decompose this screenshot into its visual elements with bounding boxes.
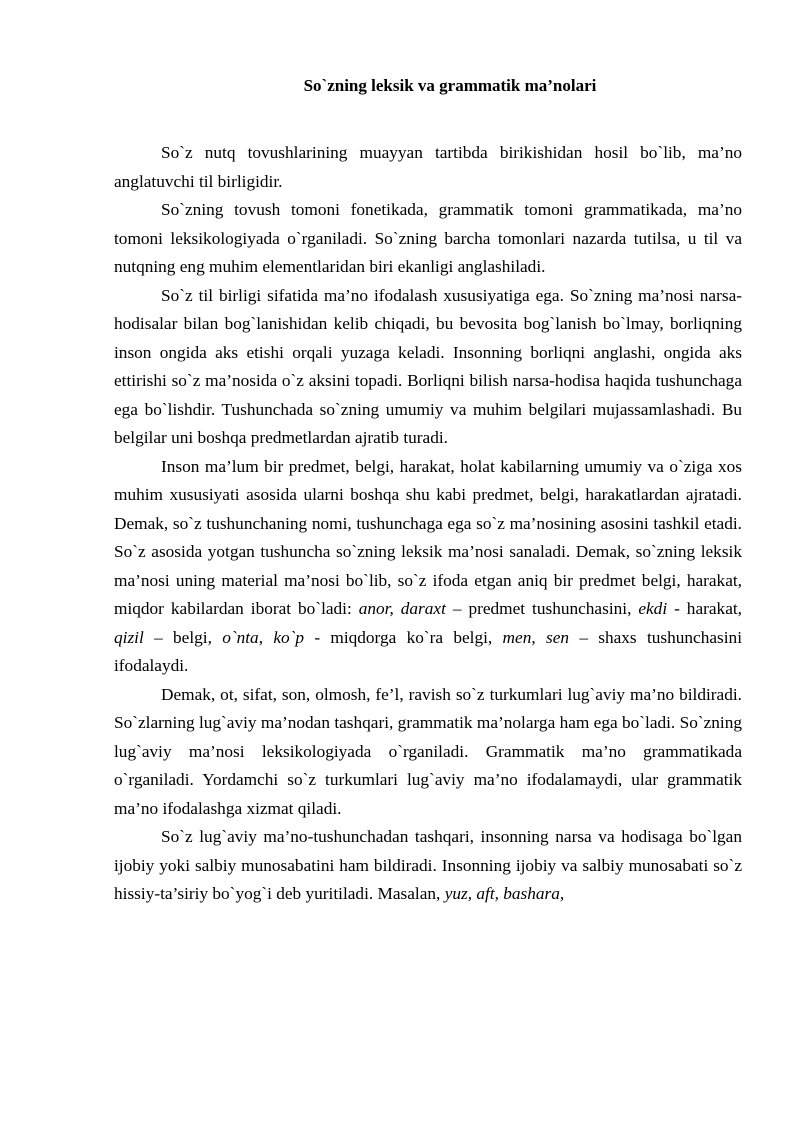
italic-term: anor, daraxt <box>358 599 446 618</box>
text-run: – belgi, <box>143 627 223 647</box>
text-run: , <box>531 627 546 647</box>
paragraph <box>114 823 742 909</box>
text-run: So`z til birligi sifatida ma’no ifodalash xususiyatiga ega. So`zning ma’nosi narsa-hodisalar bilan bog`lanishidan kelib chiqadi, bu bevosita bog`lanish bo`lmay, borliqning inson ongida aks etishi orqali yuzaga keladi. Insonning borliqni anglashi, ongida aks ettirishi so`z ma’nosida o`z aksini topadi. Borliqni bilish narsa-hodisa haqida tushunchaga ega bo`lishdir. Tushunchada so`zning umumiy va muhim belgilari mujassamlashadi. Bu belgilar uni boshqa predmetlardan ajratib turadi. <box>114 285 742 447</box>
text-run: So`z nutq tovushlarining muayyan tartibda birikishidan hosil bo`lib, ma’no anglatuvchi til birligidir. <box>114 143 742 191</box>
text-run: So`z lug`aviy ma’no-tushunchadan tashqari, insonning narsa va hodisaga bo`lgan ijobiy yoki salbiy munosabatini ham bildiradi. Insonning ijobiy va salbiy munosabati so`z hissiy-ta’siriy bo`yog`i deb yuritiladi. Masalan, <box>114 827 742 903</box>
italic-term: sen <box>545 627 570 647</box>
text-run: Demak, ot, sifat, son, olmosh, fe’l, ravish so`z turkumlari lug`aviy ma’no bildiradi. So`zlarning lug`aviy ma’nodan tashqari, grammatik ma’nolarga ham ega bo`ladi. So`zning lug`aviy ma’nosi leksikologiyada o`rganiladi. Grammatik ma’no grammatikada o`rganiladi. Yordamchi so`z turkumlari lug`aviy ma’no ifodalamaydi, ular grammatik ma’no ifodalashga xizmat qiladi. <box>114 684 742 818</box>
italic-term: yuz, aft, bashara, <box>444 884 565 903</box>
text-run: Inson ma’lum bir predmet, belgi, harakat, holat kabilarning umumiy va o`ziga xos muhim xususiyati asosida ularni boshqa shu kabi predmet, belgi, harakatlardan ajratadi. Demak, so`z tushunchaning nomi, tushunchaga ega so`z ma’nosining asosini tashkil etadi. So`z asosida yotgan tushuncha so`zning leksik ma’nosi sanaladi. Demak, so`zning leksik ma’nosi uning material ma’nosi bo`lib, so`z ifoda etgan aniq bir predmet belgi, harakat, miqdor kabilardan iborat bo`ladi: <box>114 456 742 618</box>
document-body <box>114 139 742 909</box>
paragraph <box>114 139 742 196</box>
text-run: - harakat, <box>667 599 742 618</box>
paragraph <box>114 681 742 824</box>
text-run: So`zning tovush tomoni fonetikada, grammatik tomoni grammatikada, ma’no tomoni leksikologiyada o`rganiladi. So`zning barcha tomonlari nazarda tutilsa, u til va nutqning eng muhim elementlaridan biri ekanligi anglashiladi. <box>114 200 742 276</box>
italic-term: ekdi <box>638 599 668 618</box>
paragraph <box>114 453 742 681</box>
italic-term: o`nta <box>222 627 259 647</box>
italic-term: qizil <box>114 627 144 647</box>
italic-term: men <box>502 627 532 647</box>
paragraph <box>114 196 742 282</box>
document-title: So`zning leksik va grammatik ma’nolari <box>303 76 597 95</box>
paragraph <box>114 282 742 453</box>
italic-term: ko`p <box>273 627 305 647</box>
text-run: - miqdorga ko`ra belgi, <box>304 627 503 647</box>
text-run: , <box>258 627 274 647</box>
text-run: – predmet tushunchasini, <box>445 599 639 618</box>
text-run: – shaxs tushunchasini ifodalaydi. <box>114 627 742 675</box>
